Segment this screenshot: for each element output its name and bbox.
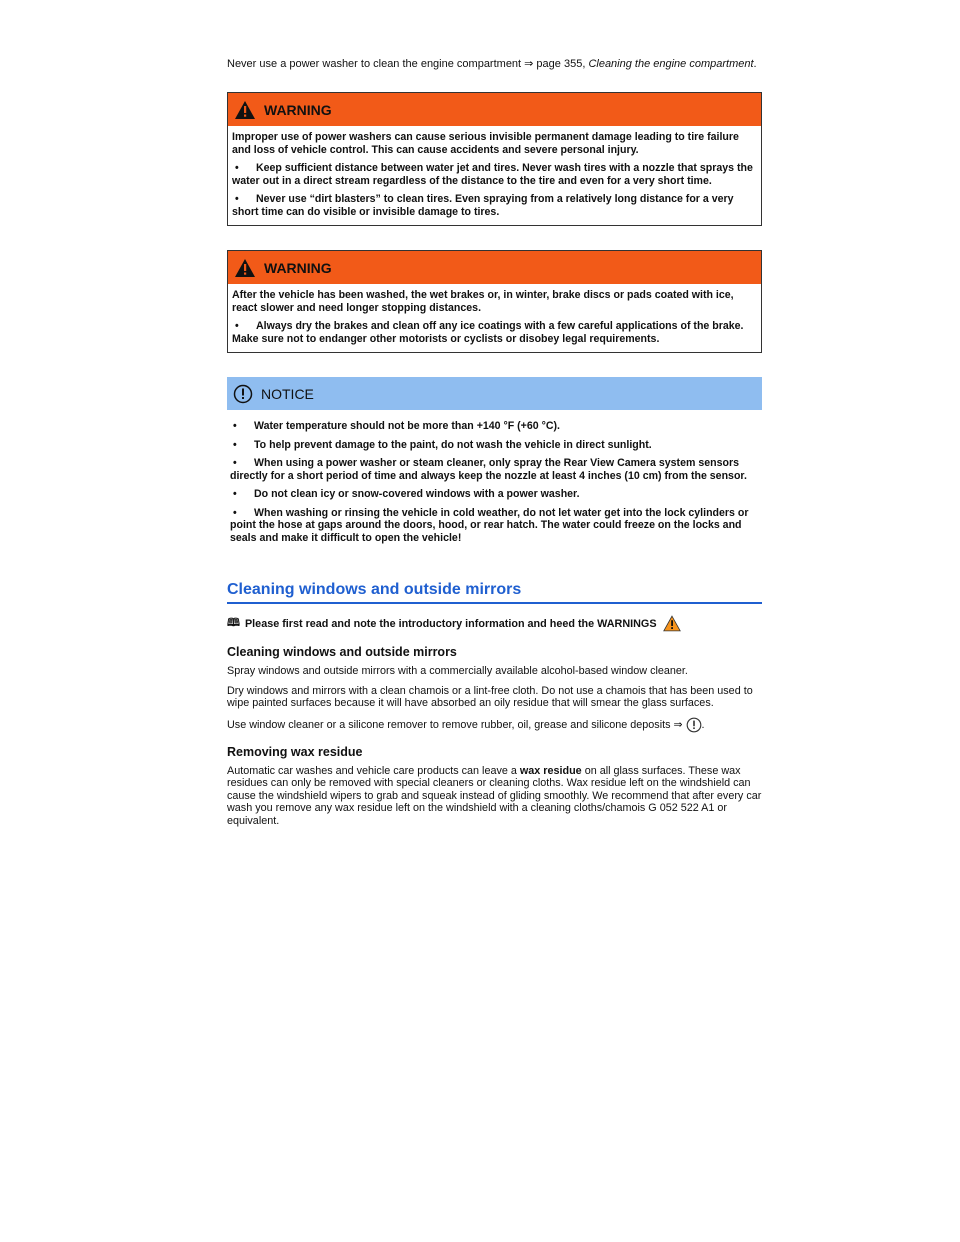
notice-exclamation-icon[interactable]: [686, 717, 702, 733]
warning-box-brakes: [227, 250, 762, 353]
warning-intro: Improper use of power washers can cause serious invisible permanent damage leading to tire failure and loss of vehicle control. This can cause accidents and severe personal injury.: [232, 131, 739, 156]
exclamation-circle-icon: [233, 384, 253, 404]
section-heading: Cleaning windows and outside mirrors: [227, 580, 762, 604]
warning-box-power-washer: [227, 92, 762, 226]
notice-bullet: • To help prevent damage to the paint, do not wash the vehicle in direct sunlight.: [233, 438, 652, 451]
page-content: [227, 58, 762, 834]
warning-body: [228, 126, 761, 225]
paragraph: Dry windows and mirrors with a clean chamois or a lint-free cloth. Do not use a chamois that has been used to wipe painted surfaces because it will have absorbed an oily residue that will smear the glass surfaces.: [227, 684, 753, 709]
body-wax: [227, 765, 762, 828]
notice-bullet: • Water temperature should not be more than +140 °F (+60 °C).: [233, 420, 560, 432]
subheading-wax: Removing wax residue: [227, 744, 363, 759]
warning-title: WARNING: [264, 259, 332, 276]
body-cleaning: [227, 665, 762, 733]
notice-list: [227, 410, 762, 544]
warning-bullet: • Never use “dirt blasters” to clean tires. Even spraying from a relatively long distance for a very short time can do visible or invisible damage to tires.: [232, 193, 734, 218]
warning-triangle-icon: [234, 258, 256, 278]
notice-bullet: • When washing or rinsing the vehicle in cold weather, do not let water get into the lock cylinders or point the hose at gaps around the doors, hood, or rear hatch. The water could freeze on the locks and seals and make it difficult to open the vehicle!: [230, 506, 749, 544]
page-link[interactable]: Cleaning the engine compartment: [588, 58, 754, 70]
warning-bullet: • Always dry the brakes and clean off any ice coatings with a few careful applications of the brake. Make sure not to endanger other motorists or cyclists or disobey legal requirements.: [232, 320, 744, 345]
warning-bullet: • Keep sufficient distance between water jet and tires. Never wash tires with a nozzle that sprays the water out in a direct stream regardless of the distance to the tire and even for a very short time.: [232, 162, 753, 187]
warning-triangle-icon[interactable]: [663, 615, 681, 632]
read-note-text: Please first read and note the introductory information and heed the WARNINGS: [244, 617, 657, 630]
subheading-cleaning: Cleaning windows and outside mirrors: [227, 645, 457, 659]
notice-title: NOTICE: [261, 385, 314, 402]
intro-paragraph: Never use a power washer to clean the engine compartment ⇒ page 355, Cleaning the engine compartment.: [227, 58, 757, 70]
paragraph: Use window cleaner or a silicone remover to remove rubber, oil, grease and silicone deposits ⇒ .: [227, 717, 762, 733]
warning-body: [228, 284, 761, 352]
notice-bullet: • Do not clean icy or snow-covered windows with a power washer.: [233, 488, 580, 500]
notice-header: [227, 377, 762, 410]
warning-triangle-icon: [234, 100, 256, 120]
warning-header: [228, 251, 761, 284]
warning-title: WARNING: [264, 101, 332, 118]
paragraph: Spray windows and outside mirrors with a commercially available alcohol-based window cleaner.: [227, 665, 688, 677]
notice-bullet: • When using a power washer or steam cleaner, only spray the Rear View Camera system sensors directly for a short period of time and always keep the nozzle at least 4 inches (10 cm) from the sensor.: [230, 457, 747, 482]
notice-box: [227, 377, 762, 544]
book-icon: 🕮: [227, 617, 240, 629]
warning-intro: After the vehicle has been washed, the wet brakes or, in winter, brake discs or pads coated with ice, react slower and need longer stopping distances.: [232, 289, 734, 314]
read-note: [227, 614, 762, 633]
warning-header: [228, 93, 761, 126]
paragraph: Automatic car washes and vehicle care products can leave a wax residue on all glass surfaces. These wax residues can only be removed with special cleaners or cleaning cloths. Wax residue left on the windshield can cause the windshield wipers to grab and squeak instead of gliding smoothly. We recommend that after every car wash you remove any wax residue left on the windshield with a cleaning cloths/chamois G 052 522 A1 or equivalent.: [227, 764, 762, 827]
